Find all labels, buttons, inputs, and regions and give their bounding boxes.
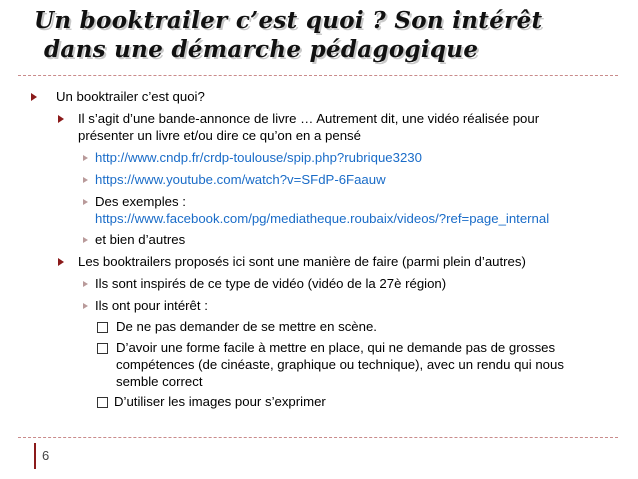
sub-bullet-icon xyxy=(83,155,88,161)
checkbox-icon xyxy=(97,397,108,408)
bullet-inspired: Ils sont inspirés de ce type de vidéo (vidéo de la 27è région) xyxy=(95,276,447,291)
interest-item-2-line-3: semble correct xyxy=(116,374,203,389)
sub-bullet-icon xyxy=(83,281,88,287)
link-cndp[interactable]: http://www.cndp.fr/crdp-toulouse/spip.php?rubrique3230 xyxy=(95,150,422,165)
interest-item-1: De ne pas demander de se mettre en scène. xyxy=(116,319,377,334)
others-item: et bien d’autres xyxy=(95,232,186,247)
checkbox-icon xyxy=(97,343,108,354)
slide-title xyxy=(34,6,624,64)
link-facebook[interactable]: https://www.facebook.com/pg/mediatheque.roubaix/videos/?ref=page_internal xyxy=(95,211,550,226)
link-youtube[interactable]: https://www.youtube.com/watch?v=SFdP-6Faauw xyxy=(95,172,386,187)
bullet-icon xyxy=(58,258,64,266)
sub-bullet-icon xyxy=(83,199,88,205)
footer-divider xyxy=(18,437,618,438)
page-number: 6 xyxy=(42,448,50,463)
bullet-definition-line-1: Il s’agit d’une bande-annonce de livre … Autrement dit, une vidéo réalisée pour xyxy=(78,111,540,126)
sub-bullet-icon xyxy=(83,237,88,243)
bullet-icon xyxy=(58,115,64,123)
checkbox-icon xyxy=(97,322,108,333)
interest-item-2-line-2: compétences (de cinéaste, graphique ou technique), avec un rendu qui nous xyxy=(116,357,564,372)
bullet-proposed: Les booktrailers proposés ici sont une manière de faire (parmi plein d’autres) xyxy=(78,254,526,269)
title-divider xyxy=(18,75,618,76)
sub-bullet-icon xyxy=(83,177,88,183)
bullet-definition-line-2: présenter un livre et/ou dire ce qu’on en a pensé xyxy=(78,128,361,143)
footer-accent xyxy=(34,443,36,469)
interest-item-3: D’utiliser les images pour s’exprimer xyxy=(114,394,326,409)
bullet-what-is: Un booktrailer c’est quoi? xyxy=(56,89,205,104)
interest-item-2-line-1: D’avoir une forme facile à mettre en place, qui ne demande pas de grosses xyxy=(116,340,556,355)
sub-bullet-icon xyxy=(83,303,88,309)
title-line-2: dans une démarche pédagogique xyxy=(44,36,479,63)
title-line-1: Un booktrailer c’est quoi ? Son intérêt xyxy=(34,7,543,34)
bullet-icon xyxy=(31,93,37,101)
bullet-interest: Ils ont pour intérêt : xyxy=(95,298,208,313)
examples-label: Des exemples : xyxy=(95,194,186,209)
